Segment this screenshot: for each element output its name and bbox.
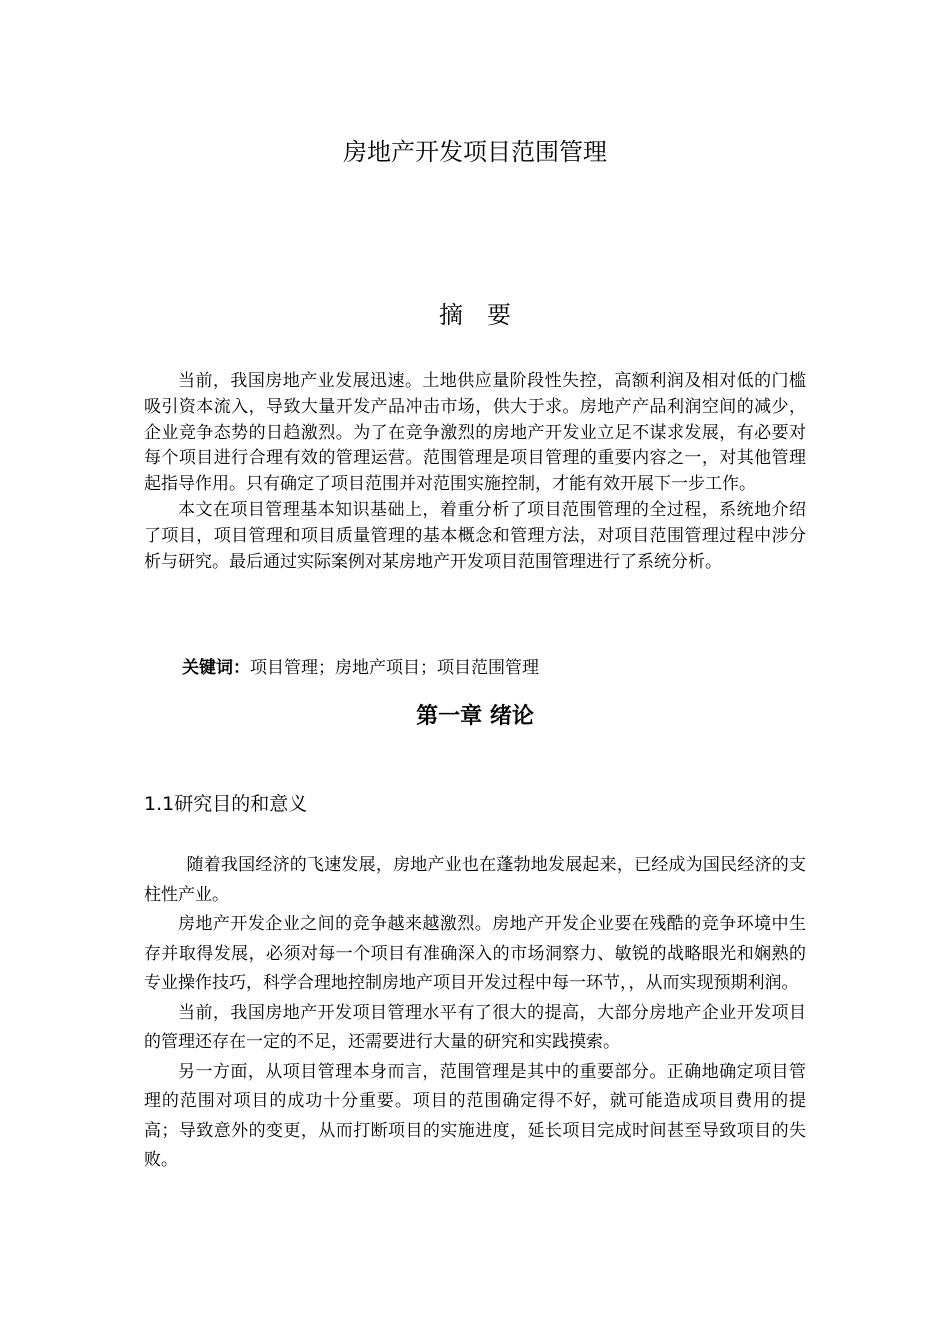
section-body <box>144 851 806 1176</box>
abstract-paragraph: 本文在项目管理基本知识基础上，着重分析了项目范围管理的全过程，系统地介绍了项目，项目管理和项目质量管理的基本概念和管理方法，对项目范围管理过程中涉分析与研究。最后通过实际案例对某房地产开发项目范围管理进行了系统分析。 <box>144 499 806 572</box>
chapter-heading: 第一章 绪论 <box>416 704 534 729</box>
abstract-body <box>144 369 806 575</box>
body-paragraph: 随着我国经济的飞速发展，房地产业也在蓬勃地发展起来，已经成为国民经济的支柱性产业。 <box>144 855 806 905</box>
section-heading: 1.1研究目的和意义 <box>144 793 308 815</box>
keywords-label: 关键词： <box>182 658 250 678</box>
keywords-line <box>182 655 539 681</box>
body-paragraph: 当前，我国房地产开发项目管理水平有了很大的提高，大部分房地产企业开发项目的管理还存在一定的不足，还需要进行大量的研究和实践摸索。 <box>144 1002 806 1052</box>
body-paragraph: 另一方面，从项目管理本身而言，范围管理是其中的重要部分。正确地确定项目管理的范围对项目的成功十分重要。项目的范围确定得不好，就可能造成项目费用的提高；导致意外的变更，从而打断项目的实施进度，延长项目完成时间甚至导致项目的失败。 <box>144 1061 806 1170</box>
keywords-text: 项目管理；房地产项目；项目范围管理 <box>250 658 539 678</box>
document-title: 房地产开发项目范围管理 <box>343 138 607 166</box>
abstract-paragraph: 当前，我国房地产业发展迅速。土地供应量阶段性失控，高额利润及相对低的门槛吸引资本流入，导致大量开发产品冲击市场，供大于求。房地产产品利润空间的减少，企业竞争态势的日趋激烈。为了在竞争激烈的房地产开发业立足不谋求发展，有必要对每个项目进行合理有效的管理运营。范围管理是项目管理的重要内容之一，对其他管理起指导作用。只有确定了项目范围并对范围实施控制，才能有效开展下一步工作。 <box>144 371 806 495</box>
abstract-heading: 摘要 <box>439 301 535 329</box>
body-paragraph: 房地产开发企业之间的竞争越来越激烈。房地产开发企业要在残酷的竞争环境中生存并取得发展，必须对每一个项目有准确深入的市场洞察力、敏锐的战略眼光和娴熟的专业操作技巧，科学合理地控制房地产项目开发过程中每一环节，，从而实现预期利润。 <box>144 914 806 993</box>
